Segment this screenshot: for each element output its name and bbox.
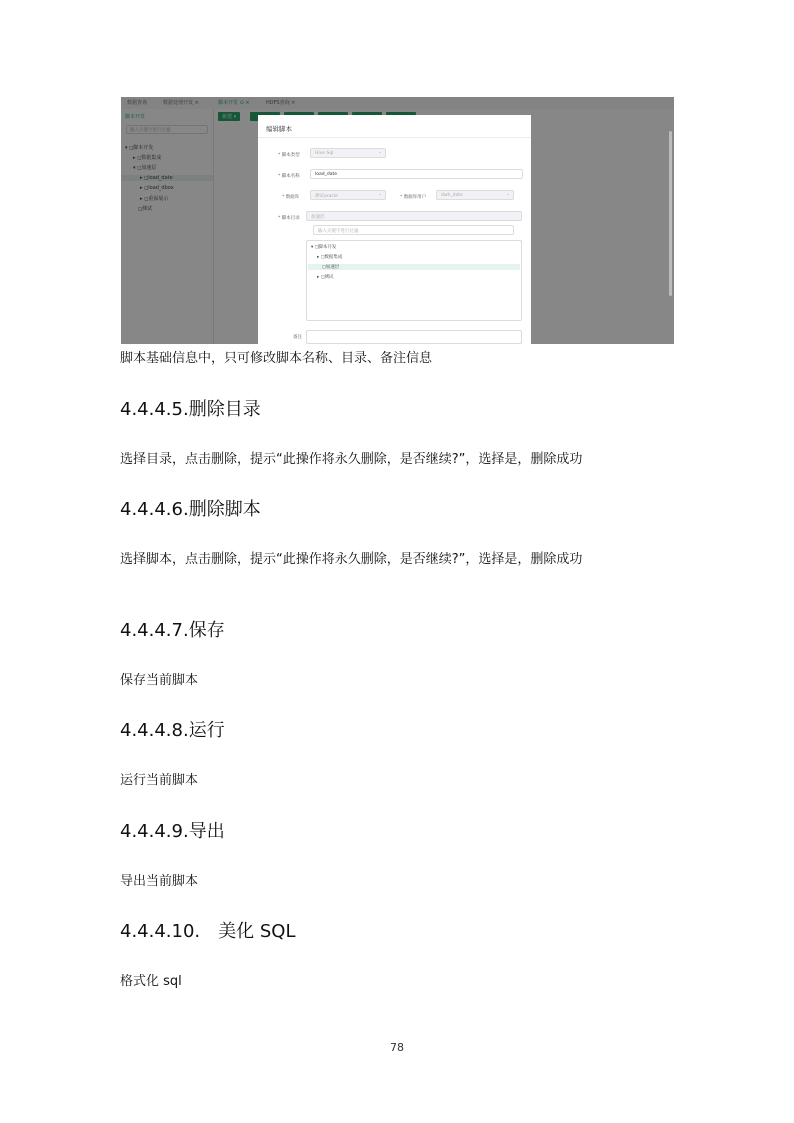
database-user-select[interactable]: dwh_date ⌄ xyxy=(436,190,514,200)
tab-data-query[interactable]: 数据查询 xyxy=(127,100,148,106)
sidebar-title: 脚本开发 xyxy=(125,114,146,120)
dir-tree xyxy=(306,240,522,321)
chevron-down-icon: ⌄ xyxy=(378,192,382,197)
script-type-label: * 脚本类型 xyxy=(278,153,300,158)
database-user-label: * 数据库用户 xyxy=(400,195,427,200)
tree-node[interactable]: ▾ ◻加速层 xyxy=(133,165,157,171)
database-select[interactable]: 测试oracle ⌄ xyxy=(310,190,386,200)
section-text: 选择脚本，点击删除，提示“此操作将永久删除，是否继续?”，选择是，删除成功 xyxy=(120,552,583,567)
section-text: 保存当前脚本 xyxy=(120,673,199,688)
section-heading: 4.4.4.9.导出 xyxy=(120,821,225,842)
script-name-label: * 脚本名称 xyxy=(278,174,300,179)
tree-node[interactable]: ◻测试 xyxy=(138,206,153,212)
tab-data-processing[interactable]: 数据处理开发 × xyxy=(163,100,199,106)
tree-node[interactable]: ▾ ◻脚本开发 xyxy=(125,145,154,151)
script-name-input[interactable]: load_date xyxy=(310,169,523,179)
figure-caption: 脚本基础信息中，只可修改脚本名称、目录、备注信息 xyxy=(120,351,433,366)
new-button[interactable]: 新建 ▾ xyxy=(218,112,240,121)
sidebar-search-input[interactable]: 输入关键字进行过滤 xyxy=(126,125,208,134)
section-text: 格式化 sql xyxy=(120,974,182,989)
dialog-title: 编辑脚本 xyxy=(266,125,292,133)
section-heading: 4.4.4.7.保存 xyxy=(120,620,225,641)
page-number: 78 xyxy=(390,1041,404,1054)
section-heading: 4.4.4.10. 美化 SQL xyxy=(120,921,296,942)
section-heading: 4.4.4.8.运行 xyxy=(120,720,225,741)
section-heading: 4.4.4.6.删除脚本 xyxy=(120,499,261,520)
section-heading: 4.4.4.5.删除目录 xyxy=(120,399,261,420)
script-dir-label: * 脚本目录 xyxy=(278,216,300,221)
screenshot-figure xyxy=(121,97,674,344)
dir-tree-node[interactable]: ▾ ◻脚本开发 xyxy=(311,245,337,250)
tree-node-selected[interactable]: ▸ ◻load_date xyxy=(121,175,213,181)
section-text: 运行当前脚本 xyxy=(120,773,199,788)
script-dir-select[interactable]: 加速层 xyxy=(306,211,522,221)
remark-label: 备注 xyxy=(293,335,302,340)
remark-input[interactable] xyxy=(306,330,522,344)
chevron-down-icon: ⌄ xyxy=(506,192,510,197)
tree-node[interactable]: ▸ ◻load_dbox xyxy=(140,185,174,191)
tree-node[interactable]: ▸ ◻数据集成 xyxy=(133,155,162,161)
chevron-down-icon: ⌄ xyxy=(378,150,382,155)
edit-script-dialog xyxy=(258,115,531,344)
scrollbar[interactable] xyxy=(669,131,672,296)
dir-tree-node-selected[interactable]: ◻加速层 xyxy=(308,264,520,270)
dir-search-input[interactable]: 输入关键字进行过滤 xyxy=(313,225,514,235)
section-text: 选择目录，点击删除，提示“此操作将永久删除，是否继续?”，选择是，删除成功 xyxy=(120,452,583,467)
tree-node[interactable]: ▸ ◻重保展示 xyxy=(140,196,169,202)
tab-hdfs-query[interactable]: HDFS查询 × xyxy=(266,100,296,106)
script-type-select[interactable]: Hive Sql ⌄ xyxy=(310,148,386,158)
dialog-divider xyxy=(258,137,531,138)
dir-tree-node[interactable]: ▸ ◻数据集成 xyxy=(317,255,343,260)
section-text: 导出当前脚本 xyxy=(120,874,199,889)
dir-tree-node[interactable]: ▸ ◻测试 xyxy=(317,275,334,280)
database-label: * 数据库 xyxy=(282,195,300,200)
tab-script-dev[interactable]: 脚本开发 ⊙ × xyxy=(218,100,250,106)
